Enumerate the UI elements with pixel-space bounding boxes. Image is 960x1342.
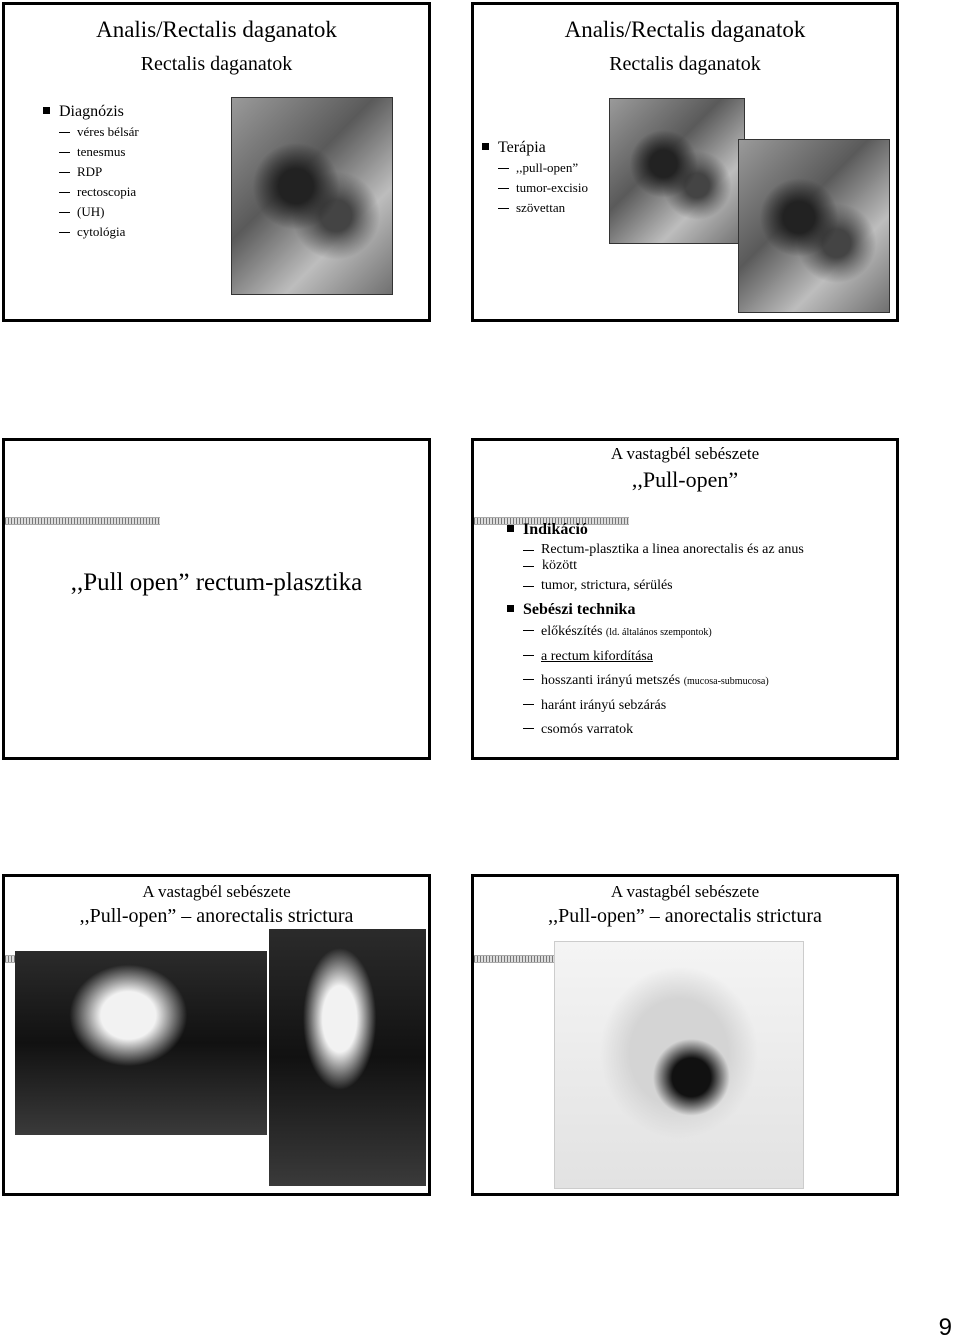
bullet-list (482, 137, 588, 218)
slide-title: A vastagbél sebészete (142, 882, 291, 901)
list-item: a rectum kifordítása (507, 645, 887, 669)
slide-title: ,,Pull open” rectum-plasztika (70, 569, 363, 596)
slide-3 (2, 438, 431, 760)
page-number: 9 (938, 1314, 952, 1341)
slide-subtitle: ,,Pull-open” – anorectalis strictura (548, 905, 822, 927)
list-item: (UH) (43, 202, 139, 222)
slide-2 (471, 2, 899, 322)
slide-subtitle: Rectalis daganatok (140, 53, 293, 75)
list-item: cytológia (43, 222, 139, 242)
list-item: tumor-excisio (482, 178, 588, 198)
slide-subtitle: ,,Pull-open” – anorectalis strictura (79, 905, 354, 927)
list-item: Rectum-plasztika a linea anorectalis és az anus (507, 540, 887, 560)
bullet-indication: Indikáció (507, 519, 887, 540)
item-main: előkészítés (541, 624, 603, 639)
list-item: RDP (43, 162, 139, 182)
slide-title: Analis/Rectalis daganatok (564, 17, 806, 42)
surgery-photo-1 (609, 98, 745, 244)
slide-4 (471, 438, 899, 760)
list-item (507, 669, 887, 694)
list-item: csomós varratok (507, 718, 887, 742)
list-item (507, 620, 887, 645)
list-item-continuation: között (507, 556, 887, 576)
list-item: tumor, strictura, sérülés (507, 576, 887, 596)
slide-6 (471, 874, 899, 1196)
surgery-photo (231, 97, 393, 295)
slide-title: Analis/Rectalis daganatok (96, 17, 337, 42)
surgery-photo-2 (738, 139, 890, 313)
bullet-list (507, 519, 887, 742)
item-note: (mucosa-submucosa) (683, 676, 769, 687)
slide-subtitle: ,,Pull-open” (631, 467, 739, 492)
decorative-bar (5, 517, 160, 525)
item-note: (ld. általános szempontok) (605, 627, 712, 638)
bullet-therapy: Terápia (482, 137, 588, 158)
bullet-technique: Sebészi technika (507, 599, 887, 620)
list-item: tenesmus (43, 142, 139, 162)
xray-lateral-image (15, 951, 267, 1135)
list-item: rectoscopia (43, 182, 139, 202)
list-item: szövettan (482, 198, 588, 218)
list-item: haránt irányú sebzárás (507, 694, 887, 718)
list-item: ,,pull-open” (482, 158, 588, 178)
surgery-photo (554, 941, 804, 1189)
slide-subtitle: Rectalis daganatok (609, 53, 761, 75)
slide-5 (2, 874, 431, 1196)
slide-title: A vastagbél sebészete (610, 444, 760, 463)
slide-1 (2, 2, 431, 322)
xray-vd-image (269, 929, 426, 1186)
bullet-list (43, 101, 139, 242)
bullet-diagnosis: Diagnózis (43, 101, 139, 122)
slide-title: A vastagbél sebészete (610, 882, 760, 901)
list-item: véres bélsár (43, 122, 139, 142)
item-main: hosszanti irányú metszés (541, 673, 681, 688)
